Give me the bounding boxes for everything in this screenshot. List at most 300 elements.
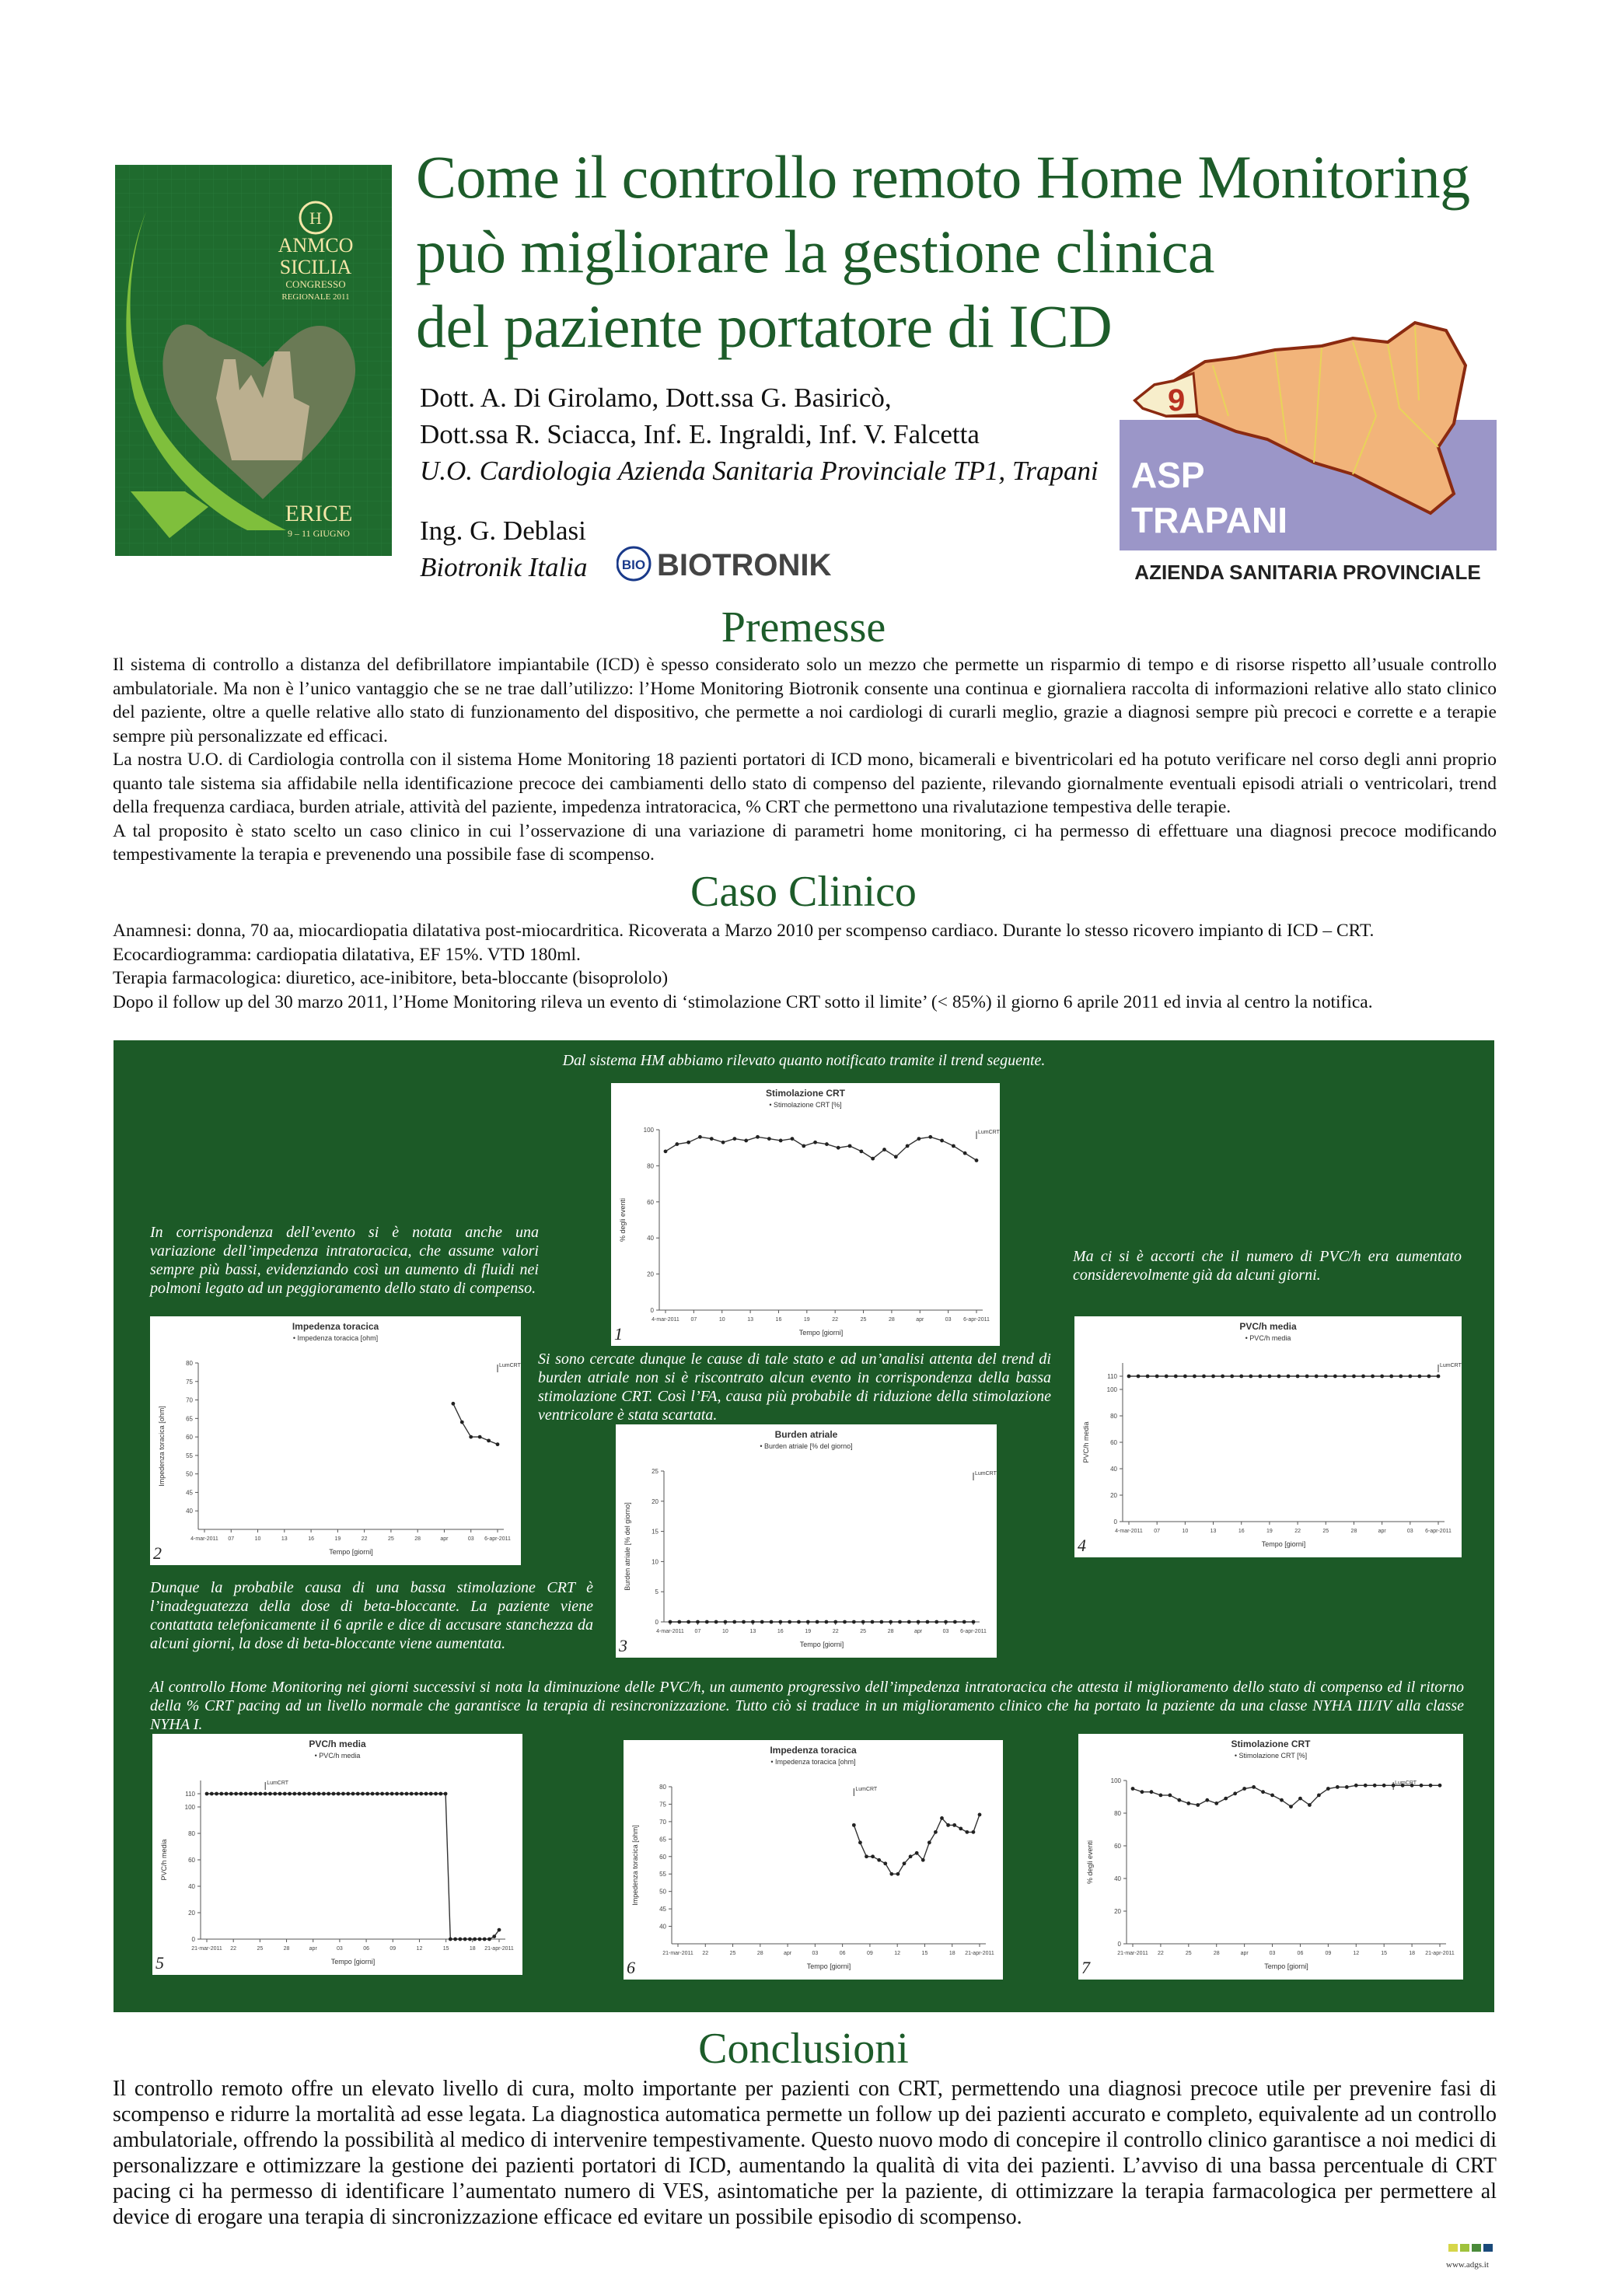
data-point	[1420, 1784, 1424, 1788]
data-point	[264, 1792, 267, 1796]
y-tick-label: 40	[186, 1508, 193, 1515]
data-point	[1438, 1784, 1442, 1788]
data-point	[292, 1792, 296, 1796]
chart-title: PVC/h media	[309, 1739, 366, 1749]
y-tick-label: 0	[1113, 1518, 1117, 1525]
data-point	[365, 1792, 369, 1796]
data-point	[825, 1142, 829, 1146]
data-point	[972, 1830, 976, 1834]
y-tick-label: 5	[655, 1588, 659, 1596]
data-point	[732, 1137, 736, 1141]
y-tick-label: 55	[659, 1871, 666, 1878]
data-point	[928, 1840, 931, 1844]
data-point	[1427, 1375, 1431, 1379]
title-line-3: del paziente portatore di ICD	[416, 292, 1113, 360]
premesse-heading: Premesse	[721, 603, 886, 652]
data-point	[1296, 1375, 1300, 1379]
chart-number: 2	[153, 1543, 162, 1563]
data-point	[1224, 1797, 1228, 1801]
x-tick-label: 21-apr-2011	[484, 1946, 514, 1952]
data-point	[1280, 1798, 1284, 1802]
data-point	[940, 1139, 944, 1143]
data-point	[219, 1792, 223, 1796]
x-tick-label: 16	[777, 1629, 784, 1634]
data-point	[1333, 1375, 1337, 1379]
y-tick-label: 75	[186, 1378, 193, 1386]
x-tick-label: 6-apr-2011	[960, 1629, 987, 1634]
x-axis-label: Tempo [giorni]	[799, 1641, 844, 1648]
data-point	[946, 1823, 950, 1827]
data-point	[1308, 1803, 1312, 1807]
y-tick-label: 10	[652, 1558, 659, 1566]
data-point	[1165, 1375, 1169, 1379]
data-point	[1159, 1794, 1163, 1798]
x-tick-label: 16	[775, 1317, 782, 1323]
y-tick-label: 50	[659, 1888, 666, 1896]
data-point	[806, 1620, 810, 1624]
data-point	[1305, 1375, 1309, 1379]
y-tick-label: 25	[652, 1468, 659, 1475]
x-tick-label: 07	[694, 1629, 701, 1634]
data-point	[825, 1620, 829, 1624]
y-tick-label: 55	[186, 1452, 193, 1459]
data-point	[210, 1792, 214, 1796]
x-tick-label: apr	[1378, 1529, 1386, 1534]
conclusioni-heading: Conclusioni	[698, 2025, 909, 2073]
x-tick-label: 22	[832, 1629, 839, 1634]
data-point	[877, 1858, 881, 1862]
data-point	[756, 1135, 760, 1139]
data-point	[327, 1792, 330, 1796]
data-point	[429, 1792, 433, 1796]
x-tick-label: 03	[945, 1317, 952, 1323]
data-point	[371, 1792, 375, 1796]
y-axis-label: Impedenza toracica [ohm]	[158, 1406, 166, 1487]
x-axis-label: Tempo [giorni]	[806, 1962, 851, 1970]
panel-text-followup: Al controllo Home Monitoring nei giorni successivi si nota la diminuzione delle PVC/h, un aumento progressivo dell’impedenza intratoracica che attesta il miglioramento dello stato di compenso ed il ritorno della % CRT pacing ad un livello normale che garantisce la terapia di resincronizzazione. Tutto ciò si traduce in un miglioramento clinico che ha portato la paziente da una classe NYHA III/IV alla classe NYHA I.	[150, 1679, 1464, 1733]
data-point	[1146, 1375, 1150, 1379]
data-point	[978, 1813, 982, 1817]
y-tick-label: 40	[659, 1923, 666, 1931]
data-point	[972, 1620, 976, 1624]
data-point	[852, 1823, 856, 1827]
data-point	[1205, 1798, 1209, 1802]
chart-number: 1	[614, 1324, 623, 1344]
x-tick-label: 16	[1238, 1529, 1245, 1534]
y-tick-label: 80	[186, 1360, 193, 1367]
x-tick-label: 09	[390, 1946, 397, 1952]
x-tick-label: 6-apr-2011	[484, 1536, 511, 1542]
data-point	[390, 1792, 394, 1796]
chart-title: PVC/h media	[1239, 1321, 1297, 1332]
data-point	[952, 1144, 955, 1148]
conclusioni-text: Il controllo remoto offre un elevato livello di cura, molto importante per pazienti con CRT, permettendo una diagnosi precoce utile per prevenire fasi di scompenso e ridurre la mortalità ad esse legata. La diagnostica automatica permette un follow up dei pazienti accurato e completo, equivalente ad un controllo ambulatoriale, offrendo la possibilità al medico di intervenire tempestivamente. Questo nuovo modo di concepire il controllo clinico garantisce a noi medici di personalizzare e ottimizzare la gestione dei pazienti portatori di ICD, aumentando la qualità di vita dei pazienti. L’avviso di una bassa percentuale di CRT pacing ci ha permesso di identificare l’aumentato numero di VES, asintomatiche per la paziente, di ottimizzare la terapia farmacologica per permettere al device di erogare una terapia di sincronizzazione efficace ed evitare un possibile episodio di scompenso.	[113, 2077, 1497, 2229]
data-point	[778, 1620, 782, 1624]
data-point	[1168, 1794, 1172, 1798]
x-tick-label: 28	[756, 1951, 763, 1956]
data-point	[1315, 1375, 1319, 1379]
y-tick-label: 40	[1110, 1466, 1117, 1473]
data-point	[1183, 1375, 1187, 1379]
y-tick-label: 20	[647, 1270, 654, 1278]
chart-title: Impedenza toracica	[292, 1321, 379, 1332]
y-axis-label: Burden atriale [% del giorno]	[624, 1502, 631, 1591]
data-point	[1287, 1375, 1291, 1379]
y-tick-label: 0	[655, 1619, 659, 1626]
panel-intro: Dal sistema HM abbiamo rilevato quanto notificato tramite il trend seguente.	[562, 1052, 1046, 1069]
series-line	[854, 1815, 980, 1874]
svg-text:CONGRESSO: CONGRESSO	[285, 278, 346, 290]
authors-line-2: Dott.ssa R. Sciacca, Inf. E. Ingraldi, Inf. V. Falcetta	[420, 419, 980, 449]
caso-clinico-heading: Caso Clinico	[690, 868, 917, 916]
data-point	[1249, 1375, 1252, 1379]
data-point	[356, 1792, 360, 1796]
data-point	[1373, 1784, 1377, 1788]
ecocardiogramma-line: Ecocardiogramma: cardiopatia dilatativa, EF 15%. VTD 180ml.	[113, 944, 581, 965]
data-point	[405, 1792, 409, 1796]
x-tick-label: 21-mar-2011	[191, 1946, 222, 1952]
data-point	[244, 1792, 248, 1796]
x-tick-label: 21-mar-2011	[1117, 1951, 1148, 1956]
data-point	[1382, 1784, 1386, 1788]
data-point	[710, 1137, 714, 1141]
data-point	[896, 1872, 900, 1876]
data-point	[975, 1158, 979, 1162]
chart-svg	[611, 1083, 1000, 1346]
data-point	[1233, 1791, 1237, 1795]
data-point	[473, 1938, 477, 1941]
data-point	[813, 1141, 817, 1145]
data-point	[463, 1938, 467, 1941]
x-tick-label: 12	[894, 1951, 901, 1956]
data-point	[1399, 1375, 1403, 1379]
svg-text:9: 9	[1168, 383, 1186, 418]
x-tick-label: 07	[228, 1536, 235, 1542]
x-tick-label: 25	[860, 1629, 867, 1634]
event-marker-label: LumCRT	[499, 1363, 521, 1368]
chart-pvc-media-5	[152, 1734, 522, 1975]
y-tick-label: 0	[191, 1936, 195, 1943]
data-point	[460, 1421, 464, 1424]
x-tick-label: 07	[690, 1317, 697, 1323]
data-point	[1268, 1375, 1272, 1379]
data-point	[889, 1620, 893, 1624]
anamnesi-line: Anamnesi: donna, 70 aa, miocardiopatia dilatativa post-miocardritica. Ricoverata a Marzo 2010 per scompenso cardiaco. Durante lo stesso ricovero impianto di ICD – CRT.	[113, 921, 1375, 941]
chart-svg	[150, 1316, 521, 1565]
data-point	[346, 1792, 350, 1796]
data-point	[1437, 1375, 1441, 1379]
data-point	[909, 1854, 913, 1858]
x-tick-label: 4-mar-2011	[656, 1629, 684, 1634]
chart-legend: • Stimolazione CRT [%]	[769, 1101, 842, 1109]
data-point	[852, 1620, 856, 1624]
x-tick-label: 28	[1213, 1951, 1220, 1956]
data-point	[940, 1816, 944, 1820]
data-point	[1352, 1375, 1356, 1379]
x-tick-label: 15	[442, 1946, 449, 1952]
data-point	[496, 1442, 500, 1446]
x-tick-label: 4-mar-2011	[190, 1536, 218, 1542]
x-tick-label: 13	[749, 1629, 756, 1634]
authors-affiliation: U.O. Cardiologia Azienda Sanitaria Provinciale TP1, Trapani	[420, 456, 1099, 486]
y-tick-label: 70	[186, 1396, 193, 1404]
series-line	[207, 1794, 499, 1939]
data-point	[917, 1620, 921, 1624]
y-tick-label: 100	[643, 1127, 654, 1134]
data-point	[944, 1620, 948, 1624]
event-marker-label: LumCRT	[978, 1130, 1000, 1135]
data-point	[952, 1823, 956, 1827]
y-axis-label: PVC/h media	[1082, 1421, 1090, 1463]
data-point	[1186, 1802, 1190, 1805]
svg-text:ASP: ASP	[1131, 455, 1205, 495]
x-tick-label: 03	[337, 1946, 343, 1952]
data-point	[380, 1792, 384, 1796]
data-point	[816, 1620, 819, 1624]
data-point	[1364, 1784, 1368, 1788]
panel-text-burden: Si sono cercate dunque le cause di tale stato e ad un’analisi attenta del trend di burden atriale non si è riscontrato alcun evento in corrispondenza della bassa stimolazione CRT. Così l’FA, causa più probabile di riduzione della stimolazione ventricolare è stata scartata.	[538, 1351, 1051, 1424]
data-point	[917, 1137, 921, 1141]
x-tick-label: 13	[281, 1536, 288, 1542]
chart-number: 3	[619, 1636, 627, 1655]
y-tick-label: 100	[184, 1804, 195, 1811]
y-tick-label: 70	[659, 1818, 666, 1826]
chart-svg	[152, 1734, 522, 1975]
x-tick-label: apr	[916, 1317, 924, 1323]
event-marker-label: LumCRT	[1440, 1363, 1462, 1368]
data-point	[751, 1620, 755, 1624]
chart-legend: • PVC/h media	[314, 1752, 361, 1760]
data-point	[1270, 1794, 1274, 1798]
y-axis-label: % degli eventi	[1086, 1840, 1094, 1885]
x-tick-label: 12	[1353, 1951, 1360, 1956]
svg-text:BIO: BIO	[621, 557, 646, 572]
x-tick-label: apr	[914, 1629, 923, 1634]
data-point	[1361, 1375, 1365, 1379]
data-point	[898, 1620, 902, 1624]
data-point	[696, 1620, 700, 1624]
x-tick-label: 22	[702, 1951, 709, 1956]
panel-text-betablocker: Dunque la probabile causa di una bassa stimolazione CRT è l’inadeguatezza della dose di beta-bloccante. La paziente viene contattata telefonicamente il 6 aprile e dice di accusare stanchezza da alcuni giorni, la dose di beta-bloccante viene aumentata.	[150, 1579, 593, 1652]
y-tick-label: 0	[1117, 1941, 1121, 1948]
event-marker-label: LumCRT	[1395, 1781, 1417, 1786]
data-point	[686, 1141, 690, 1145]
x-tick-label: 19	[1266, 1529, 1273, 1534]
data-point	[963, 1151, 967, 1155]
chart-stimolazione-crt-7	[1078, 1734, 1463, 1980]
x-tick-label: 09	[867, 1951, 873, 1956]
data-point	[410, 1792, 414, 1796]
x-tick-label: 18	[1409, 1951, 1415, 1956]
data-point	[953, 1620, 957, 1624]
data-point	[837, 1146, 840, 1150]
y-axis-label: PVC/h media	[160, 1839, 168, 1881]
data-point	[434, 1792, 438, 1796]
x-tick-label: 25	[860, 1317, 867, 1323]
data-point	[469, 1435, 473, 1439]
data-point	[1211, 1375, 1215, 1379]
y-tick-label: 80	[647, 1162, 654, 1170]
chart-svg	[616, 1424, 997, 1658]
data-point	[253, 1792, 257, 1796]
data-point	[1127, 1375, 1131, 1379]
svg-text:9 – 11 GIUGNO: 9 – 11 GIUGNO	[288, 528, 350, 539]
authors-line-1: Dott. A. Di Girolamo, Dott.ssa G. Basiricò,	[420, 383, 892, 413]
data-point	[1298, 1797, 1302, 1801]
data-point	[915, 1851, 919, 1855]
data-point	[478, 1435, 482, 1439]
adgs-footer-logo	[1445, 2244, 1499, 2279]
panel-text-pvc: Ma ci si è accorti che il numero di PVC/h era aumentato considerevolmente già da alcuni giorni.	[1073, 1248, 1462, 1284]
x-tick-label: 15	[921, 1951, 928, 1956]
y-tick-label: 80	[1110, 1413, 1117, 1420]
data-point	[1408, 1375, 1412, 1379]
premesse-text	[113, 653, 1497, 867]
data-point	[742, 1620, 746, 1624]
data-point	[1371, 1375, 1375, 1379]
data-point	[664, 1149, 668, 1153]
svg-text:SICILIA: SICILIA	[279, 256, 352, 278]
x-tick-label: 19	[334, 1536, 341, 1542]
y-tick-label: 80	[659, 1784, 666, 1791]
data-point	[337, 1792, 341, 1796]
x-tick-label: 28	[283, 1946, 290, 1952]
y-tick-label: 100	[1110, 1777, 1121, 1784]
data-point	[424, 1792, 428, 1796]
data-point	[317, 1792, 321, 1796]
data-point	[419, 1792, 423, 1796]
data-point	[760, 1620, 764, 1624]
data-point	[1239, 1375, 1243, 1379]
data-point	[865, 1854, 868, 1858]
svg-text:ANMCO: ANMCO	[278, 234, 354, 257]
x-tick-label: 12	[416, 1946, 423, 1952]
x-tick-label: 22	[230, 1946, 237, 1952]
y-tick-label: 45	[186, 1489, 193, 1497]
data-point	[400, 1792, 403, 1796]
data-point	[871, 1157, 875, 1161]
x-tick-label: 19	[805, 1629, 812, 1634]
y-tick-label: 60	[186, 1434, 193, 1442]
x-tick-label: 18	[948, 1951, 955, 1956]
x-axis-label: Tempo [giorni]	[798, 1329, 844, 1337]
data-point	[859, 1149, 863, 1153]
svg-text:ERICE: ERICE	[285, 501, 353, 526]
y-tick-label: 65	[659, 1836, 666, 1843]
data-point	[1261, 1790, 1265, 1794]
svg-text:TRAPANI: TRAPANI	[1131, 500, 1288, 540]
y-tick-label: 60	[1110, 1439, 1117, 1446]
x-tick-label: 03	[467, 1536, 474, 1542]
data-point	[498, 1928, 501, 1932]
data-point	[492, 1934, 496, 1938]
svg-text:BIOTRONIK: BIOTRONIK	[657, 548, 832, 582]
event-marker-label: LumCRT	[267, 1781, 289, 1786]
premesse-paragraph-3: A tal proposito è stato scelto un caso clinico in cui l’osservazione di una variazione di parametri home monitoring, ci ha permesso di effettuare una diagnosi precoce modificando tempestivamente la terapia e prevenendo una possibile fase di scompenso.	[113, 820, 1497, 865]
data-point	[288, 1792, 292, 1796]
chart-pvc-media-4	[1074, 1316, 1462, 1557]
data-point	[332, 1792, 336, 1796]
data-point	[791, 1137, 795, 1141]
data-point	[322, 1792, 326, 1796]
data-point	[879, 1620, 883, 1624]
data-point	[833, 1620, 837, 1624]
data-point	[1230, 1375, 1234, 1379]
chart-legend: • Stimolazione CRT [%]	[1234, 1752, 1308, 1760]
data-point	[1141, 1790, 1144, 1794]
data-point	[273, 1792, 277, 1796]
data-point	[770, 1620, 774, 1624]
chart-svg	[1078, 1734, 1463, 1980]
company-name: Biotronik Italia	[420, 552, 588, 582]
y-tick-label: 60	[188, 1857, 195, 1864]
x-tick-label: 06	[363, 1946, 369, 1952]
caso-clinico-text	[113, 919, 1497, 1014]
data-point	[934, 1830, 938, 1834]
x-tick-label: 22	[361, 1536, 368, 1542]
data-point	[1343, 1375, 1347, 1379]
data-point	[458, 1938, 462, 1941]
data-point	[883, 1861, 887, 1865]
x-tick-label: apr	[784, 1951, 792, 1956]
data-point	[225, 1792, 229, 1796]
data-point	[871, 1620, 875, 1624]
x-axis-label: Tempo [giorni]	[1261, 1540, 1306, 1548]
y-axis-label: Impedenza toracica [ohm]	[631, 1825, 639, 1906]
data-point	[361, 1792, 365, 1796]
x-tick-label: 07	[1154, 1529, 1161, 1534]
data-point	[283, 1792, 287, 1796]
data-point	[1258, 1375, 1262, 1379]
svg-text:REGIONALE 2011: REGIONALE 2011	[281, 292, 350, 302]
y-tick-label: 60	[1114, 1843, 1121, 1850]
y-tick-label: 75	[659, 1801, 666, 1808]
data-point	[478, 1938, 482, 1941]
x-tick-label: 28	[414, 1536, 421, 1542]
x-tick-label: 06	[839, 1951, 846, 1956]
data-point	[965, 1830, 969, 1834]
x-tick-label: 03	[812, 1951, 819, 1956]
x-tick-label: 28	[887, 1629, 894, 1634]
x-tick-label: 09	[1325, 1951, 1332, 1956]
x-tick-label: 03	[1269, 1951, 1276, 1956]
data-point	[453, 1938, 457, 1941]
title-line-2: può migliorare la gestione clinica	[416, 218, 1214, 285]
data-point	[962, 1620, 966, 1624]
x-tick-label: 25	[729, 1951, 736, 1956]
chart-legend: • PVC/h media	[1245, 1334, 1291, 1342]
y-tick-label: 60	[659, 1853, 666, 1861]
data-point	[351, 1792, 355, 1796]
data-point	[487, 1438, 491, 1442]
data-point	[779, 1139, 783, 1143]
data-point	[861, 1620, 865, 1624]
x-tick-label: 19	[803, 1317, 810, 1323]
y-tick-label: 60	[647, 1198, 654, 1206]
data-point	[1252, 1785, 1256, 1789]
y-tick-label: 100	[1106, 1386, 1117, 1393]
x-tick-label: 10	[722, 1629, 728, 1634]
x-tick-label: apr	[440, 1536, 449, 1542]
data-point	[414, 1792, 418, 1796]
x-tick-label: 10	[1182, 1529, 1189, 1534]
data-point	[1380, 1375, 1384, 1379]
x-axis-label: Tempo [giorni]	[330, 1958, 376, 1966]
chart-legend: • Burden atriale [% del giorno]	[760, 1442, 853, 1450]
x-tick-label: 21-apr-2011	[1425, 1951, 1455, 1956]
x-tick-label: 03	[942, 1629, 949, 1634]
x-tick-label: 22	[1294, 1529, 1301, 1534]
